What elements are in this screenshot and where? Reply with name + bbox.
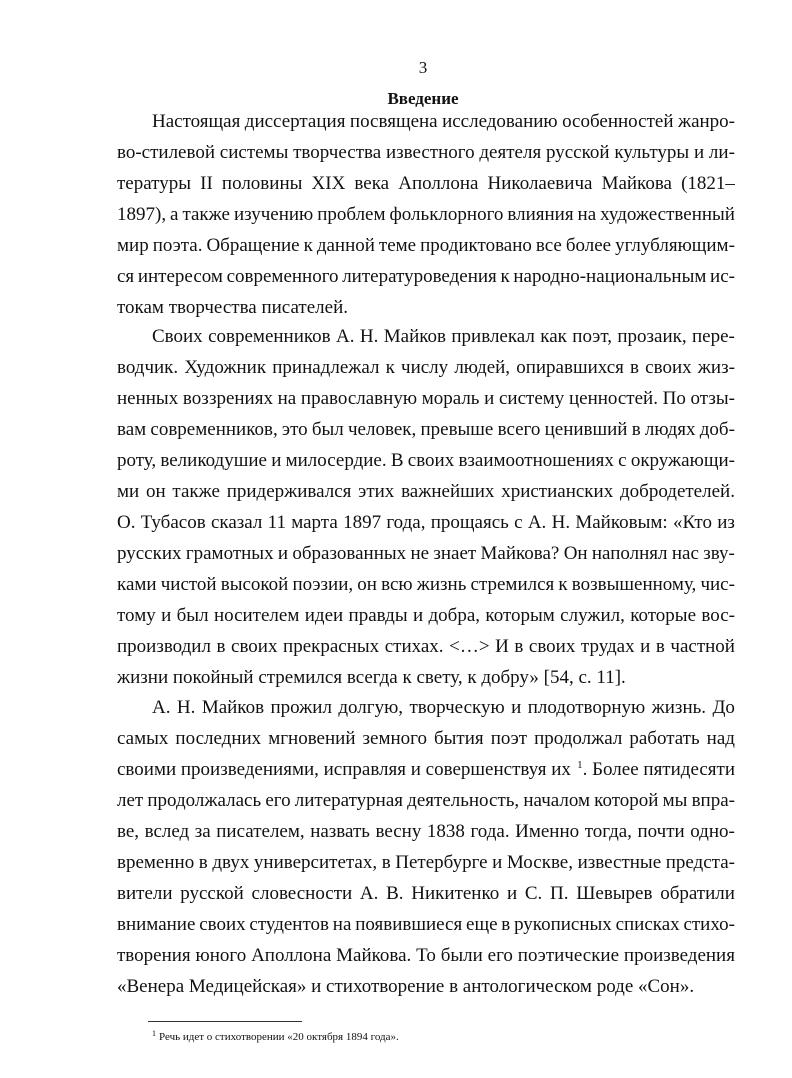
text-line: во-стилевой системы творчества известного деятеля русской культуры и ли- xyxy=(117,142,735,163)
footnote-text: Речь идет о стихотворении «20 октября 1894 года». xyxy=(159,1031,399,1043)
paragraph xyxy=(117,321,735,693)
paragraph xyxy=(117,106,735,323)
text-line-with-footnote xyxy=(117,754,735,785)
text-line: временно в двух университетах, в Петербурге и Москве, известные предста- xyxy=(117,852,735,873)
footnote-reference xyxy=(577,754,735,785)
text-line: ками чистой высокой поэзии, он всю жизнь стремился к возвышенному, чис- xyxy=(117,574,735,595)
text-line: Настоящая диссертация посвящена исследованию особенностей жанро- xyxy=(152,111,735,132)
text-line: О. Тубасов сказал 11 марта 1897 года, прощаясь с А. Н. Майковым: «Кто из xyxy=(117,512,735,533)
text-line: вители русской словесности А. В. Никитенко и С. П. Шевырев обратили xyxy=(117,883,735,904)
text-line-content: своими произведениями, исправляя и совершенствуя их xyxy=(117,759,571,780)
text-line: 1897), а также изучению проблем фольклорного влияния на художественный xyxy=(117,204,735,225)
footnote xyxy=(152,1031,399,1043)
text-line-continuation: . Более пятидесяти xyxy=(582,759,735,780)
text-line xyxy=(117,292,735,323)
paragraph xyxy=(117,692,735,1002)
text-line: ве, вслед за писателем, назвать весну 1838 года. Именно тогда, почти одно- xyxy=(117,821,735,842)
footnote-rule xyxy=(148,1021,302,1022)
text-line: мир поэта. Обращение к данной теме продиктовано все более углубляющим- xyxy=(117,235,735,256)
text-line xyxy=(117,971,735,1002)
text-line: Своих современников А. Н. Майков привлекал как поэт, прозаик, пере- xyxy=(152,326,735,347)
footnote-mark: 1 xyxy=(577,759,583,771)
text-line: тературы II половины XIX века Аполлона Николаевича Майкова (1821– xyxy=(117,173,735,194)
text-line: ся интересом современного литературоведения к народно-национальным ис- xyxy=(117,266,735,287)
text-line-content: жизни покойный стремился всегда к свету, к добру» [54, с. 11]. xyxy=(117,667,626,688)
text-line: ми он также придерживался этих важнейших христианских добродетелей. xyxy=(117,481,735,502)
text-line-content: «Венера Медицейская» и стихотворение в антологическом роде «Сон». xyxy=(117,976,695,997)
text-line: производил в своих прекрасных стихах. <…> И в своих трудах и в частной xyxy=(117,636,735,657)
text-line: самых последних мгновений земного бытия поэт продолжал работать над xyxy=(117,728,735,749)
text-line: лет продолжалась его литературная деятельность, началом которой мы впра- xyxy=(117,790,735,811)
text-line: вам современников, это был человек, превыше всего ценивший в людях доб- xyxy=(117,419,735,440)
text-line: русских грамотных и образованных не знает Майкова? Он наполнял нас зву- xyxy=(117,543,735,564)
page-number: 3 xyxy=(418,58,428,77)
text-line: ненных воззрениях на православную мораль и систему ценностей. По отзы- xyxy=(117,388,735,409)
text-line: роту, великодушие и милосердие. В своих взаимоотношениях с окружающи- xyxy=(117,450,735,471)
text-line: творения юного Аполлона Майкова. То были его поэтические произведения xyxy=(117,945,735,966)
text-line: тому и был носителем идеи правды и добра, которым служил, которые вос- xyxy=(117,605,735,626)
text-line xyxy=(117,662,735,693)
text-line: А. Н. Майков прожил долгую, творческую и плодотворную жизнь. До xyxy=(152,697,735,718)
text-line: водчик. Художник принадлежал к числу людей, опиравшихся в своих жиз- xyxy=(117,357,735,378)
text-line-content: токам творчества писателей. xyxy=(117,297,348,318)
text-line: внимание своих студентов на появившиеся еще в рукописных списках стихо- xyxy=(117,914,735,935)
page-title: Введение xyxy=(387,89,459,108)
footnote-mark: 1 xyxy=(152,1029,156,1038)
